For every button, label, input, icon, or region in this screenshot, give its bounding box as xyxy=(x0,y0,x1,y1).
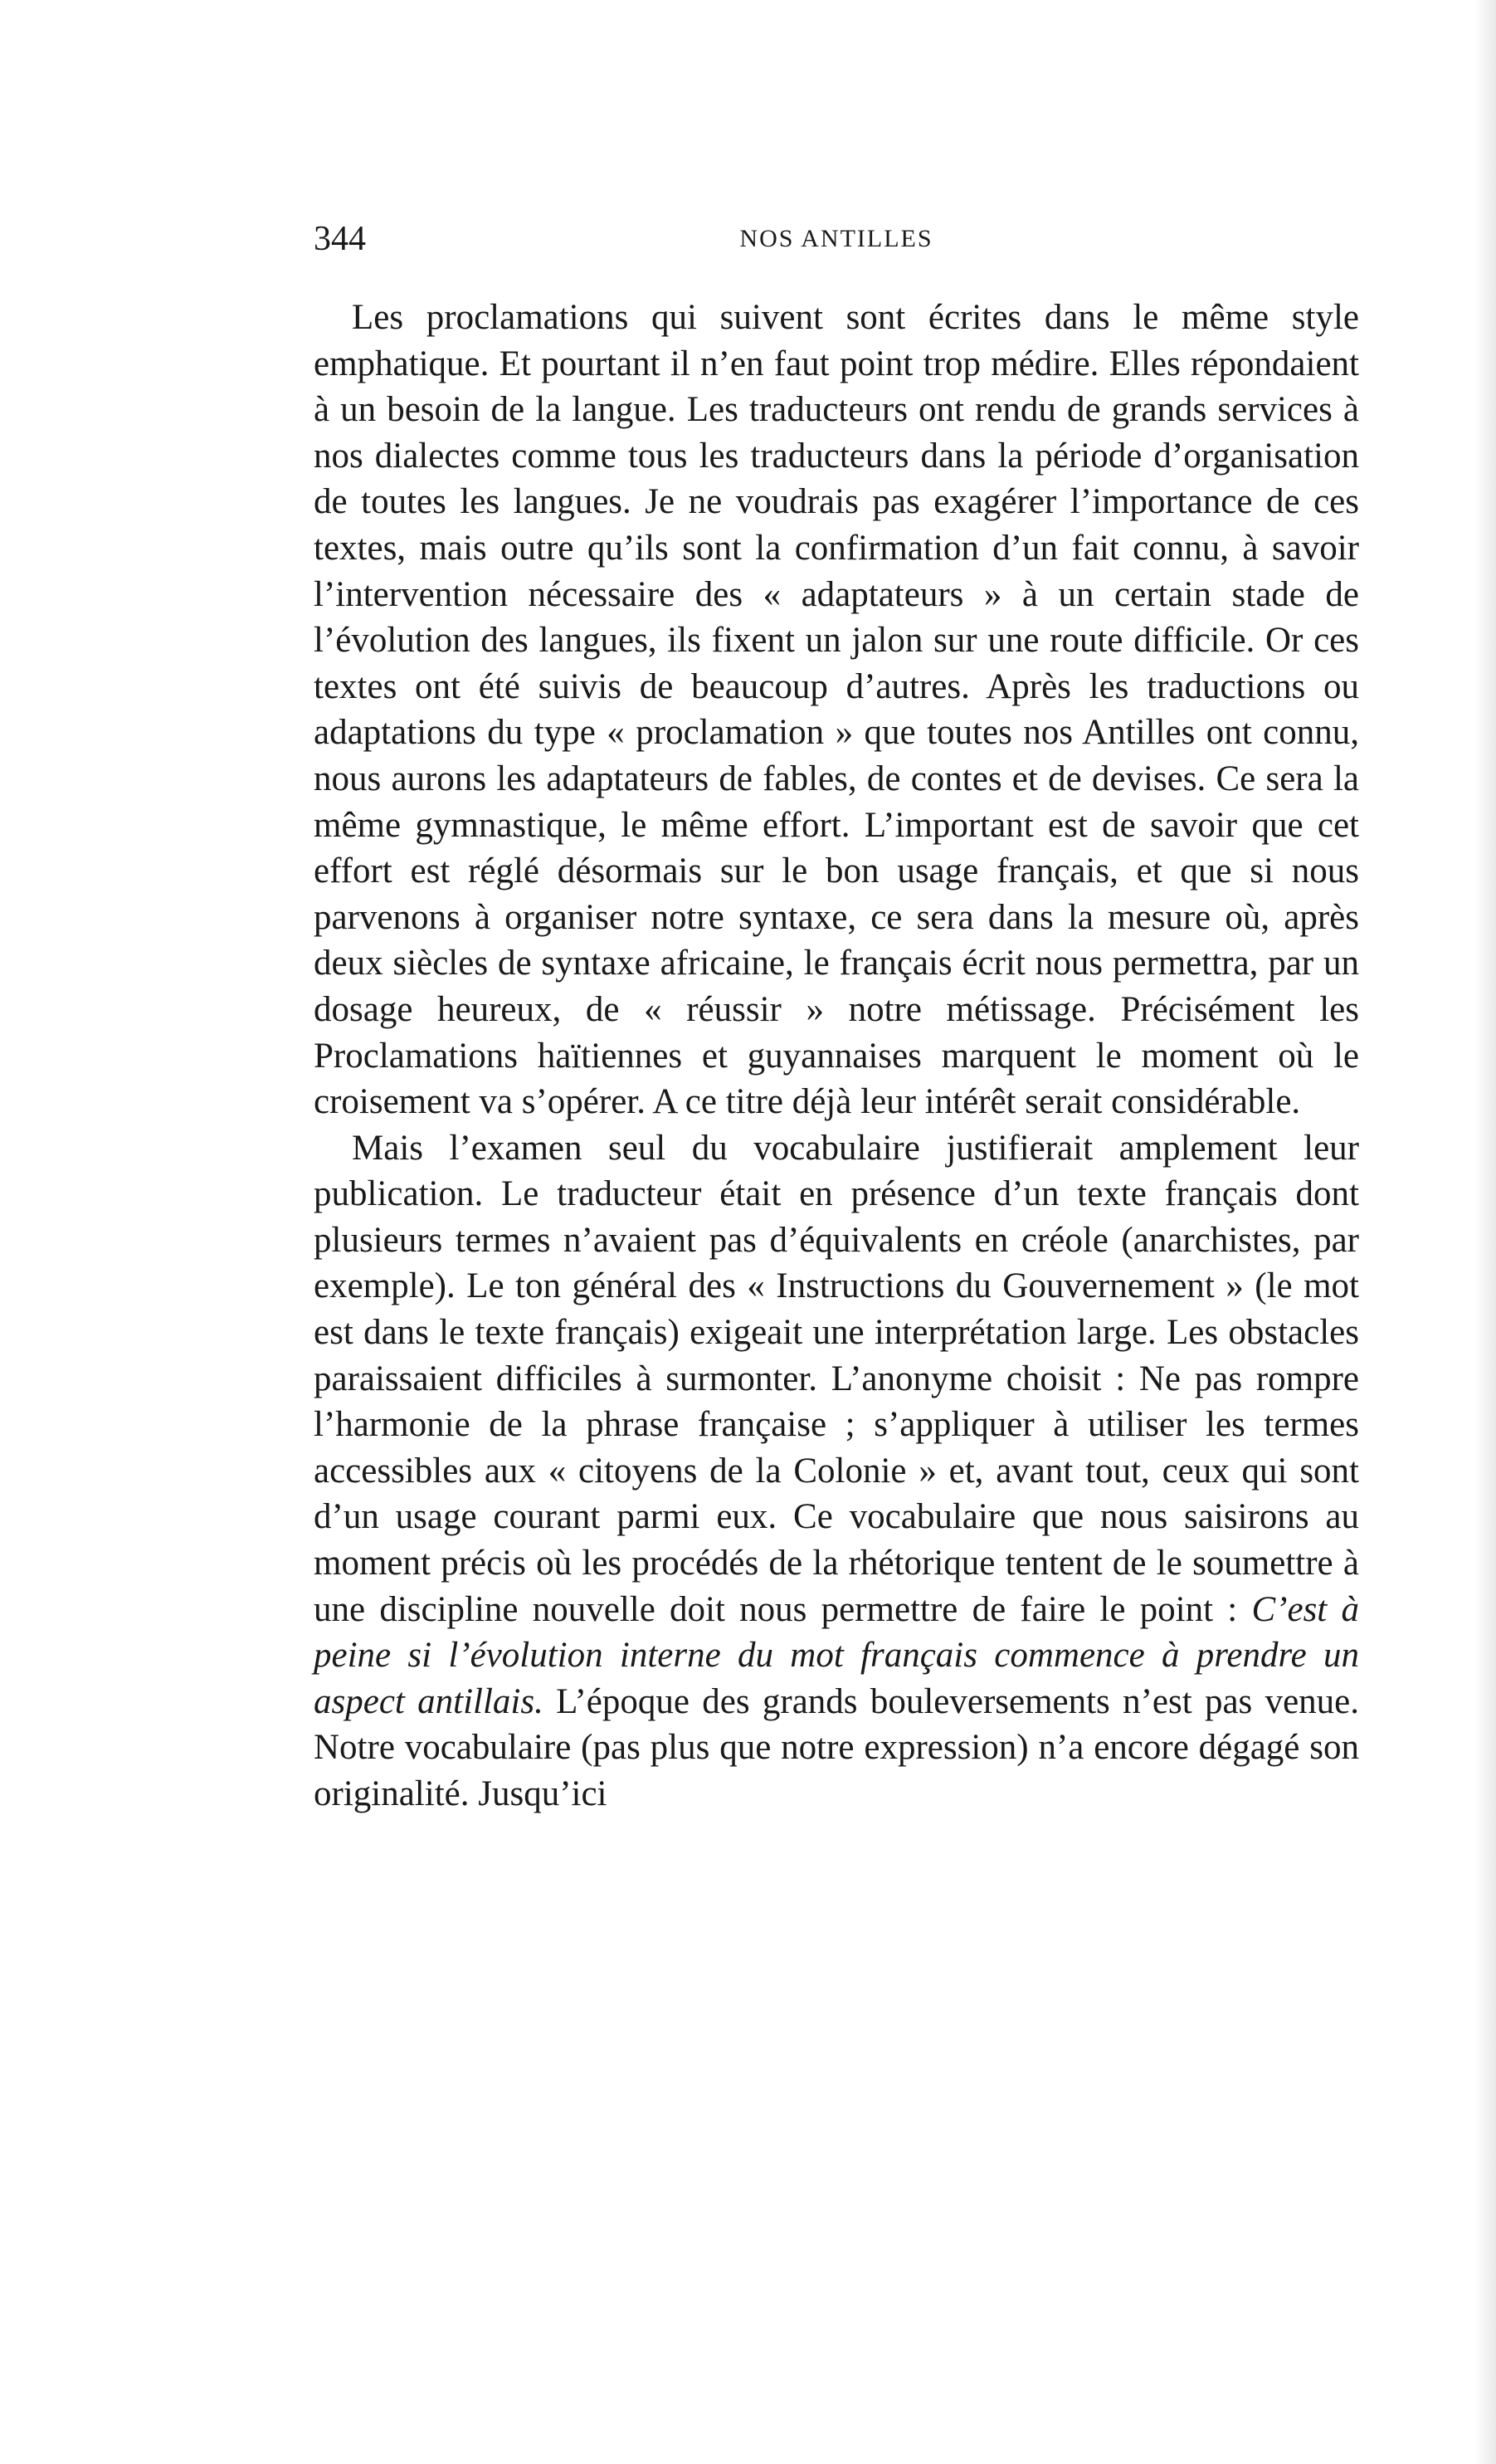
body-text xyxy=(314,295,1359,1818)
page-edge-shadow xyxy=(1474,0,1496,2464)
running-header xyxy=(314,214,1359,264)
paragraph-1: Les proclamations qui suivent sont écrites dans le même style emphatique. Et pourtant il n’en faut point trop médire. Elles répondaient à un besoin de la langue. Les traducteurs ont rendu de grands services à nos dialectes comme tous les traducteurs dans la période d’organisation de toutes les langues. Je ne voudrais pas exagérer l’importance de ces textes, mais outre qu’ils sont la confirmation d’un fait connu, à savoir l’intervention nécessaire des « adaptateurs » à un certain stade de l’évolution des langues, ils fixent un jalon sur une route difficile. Or ces textes ont été suivis de beaucoup d’autres. Après les traductions ou adaptations du type « proclamation » que toutes nos Antilles ont connu, nous aurons les adaptateurs de fables, de contes et de devises. Ce sera la même gymnastique, le même effort. L’important est de savoir que cet effort est réglé désormais sur le bon usage français, et que si nous parvenons à organiser notre syntaxe, ce sera dans la mesure où, après deux siècles de syntaxe africaine, le français écrit nous permettra, par un dosage heureux, de « réussir » notre métissage. Précisément les Proclamations haïtiennes et guyannaises marquent le moment où le croisement va s’opérer. A ce titre déjà leur intérêt serait considérable. xyxy=(314,298,1359,1122)
paragraph-2 xyxy=(314,1125,1359,1818)
paragraph-2-italic-phrase: C’est à peine si l’évolution interne du mot français commence à prendre un aspect antillais. xyxy=(314,1589,1359,1721)
paragraph-2-end: L’époque des grands bouleversements n’est pas venue. Notre vocabulaire (pas plus que notre expression) n’a encore dégagé son originalité. Jusqu’ici xyxy=(314,1681,1360,1813)
page-number: 344 xyxy=(314,220,366,258)
paragraph-2-start: Mais l’examen seul du vocabulaire justifierait amplement leur publication. Le traducteur était en présence d’un texte français dont plusieurs termes n’avaient pas d’équivalents en créole (anarchistes, par exemple). Le ton général des « Instructions du Gouvernement » (le mot est dans le texte français) exigeait une interprétation large. Les obstacles paraissaient difficiles à surmonter. L’anonyme choisit : Ne pas rompre l’harmonie de la phrase française ; s’appliquer à utiliser les termes accessibles aux « citoyens de la Colonie » et, avant tout, ceux qui sont d’un usage courant parmi eux. Ce vocabulaire que nous saisirons au moment précis où les procédés de la rhétorique tentent de le soumettre à une discipline nouvelle doit nous permettre de faire le point : xyxy=(314,1128,1359,1629)
running-title: NOS ANTILLES xyxy=(739,225,933,252)
